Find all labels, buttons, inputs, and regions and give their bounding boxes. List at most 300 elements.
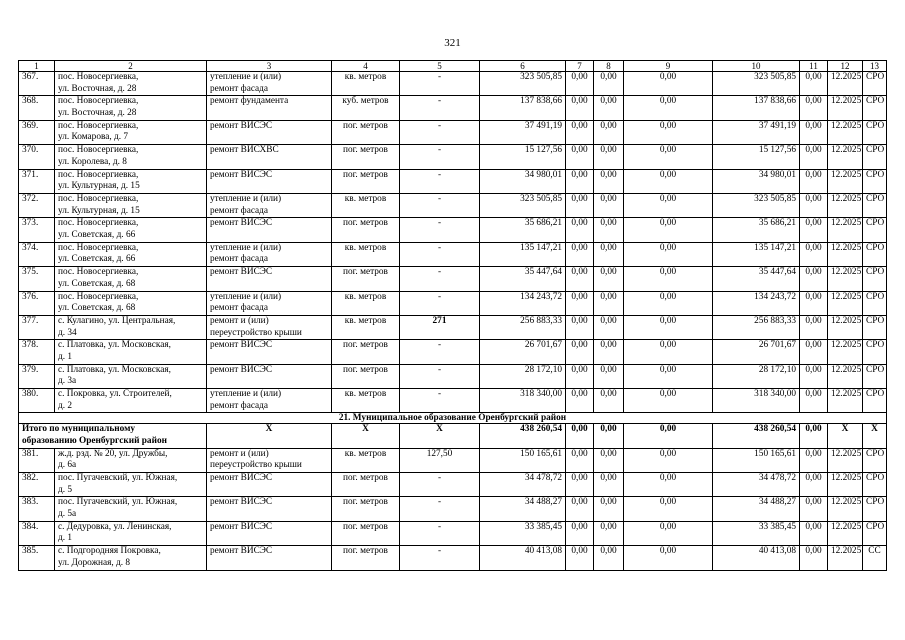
cell-row-number: 380. xyxy=(19,389,55,413)
cell-total-cost: 34 478,72 xyxy=(480,473,566,497)
cell-row-number: 378. xyxy=(19,340,55,364)
table-row xyxy=(19,291,887,315)
table-row xyxy=(19,521,887,545)
cell-work-type: утепление и (или) ремонт фасада xyxy=(207,389,332,413)
cell-unit: пог. метров xyxy=(332,364,400,388)
cell-row-number: 372. xyxy=(19,193,55,217)
cell-col9: 0,00 xyxy=(624,473,713,497)
total-c13: Х xyxy=(863,424,887,448)
cell-work-type: ремонт ВИСЭС xyxy=(207,169,332,193)
cell-total-cost: 137 838,66 xyxy=(480,96,566,120)
cell-completion-term: 12.2025 xyxy=(828,315,863,339)
cell-col11: 0,00 xyxy=(800,218,828,242)
cell-unit: кв. метров xyxy=(332,291,400,315)
total-c4: Х xyxy=(332,424,400,448)
cell-col11: 0,00 xyxy=(800,169,828,193)
total-label: Итого по муниципальному образованию Оренбургский район xyxy=(19,424,207,448)
cell-completion-term: 12.2025 xyxy=(828,473,863,497)
table-row xyxy=(19,120,887,144)
cell-unit: пог. метров xyxy=(332,521,400,545)
cell-col10: 323 505,85 xyxy=(713,72,800,96)
cell-unit: пог. метров xyxy=(332,120,400,144)
cell-col8: 0,00 xyxy=(594,473,624,497)
cell-total-cost: 323 505,85 xyxy=(480,193,566,217)
cell-row-number: 367. xyxy=(19,72,55,96)
total-c12: Х xyxy=(828,424,863,448)
cell-completion-term: 12.2025 xyxy=(828,267,863,291)
cell-unit: пог. метров xyxy=(332,218,400,242)
table-row xyxy=(19,546,887,570)
cell-address: пос. Новосергиевка, ул. Культурная, д. 15 xyxy=(55,169,207,193)
cell-col9: 0,00 xyxy=(624,340,713,364)
cell-work-type: утепление и (или) ремонт фасада xyxy=(207,72,332,96)
cell-unit: пог. метров xyxy=(332,145,400,169)
cell-col8: 0,00 xyxy=(594,72,624,96)
cell-work-type: ремонт фундамента xyxy=(207,96,332,120)
cell-work-type: ремонт ВИСЭС xyxy=(207,218,332,242)
cell-col9: 0,00 xyxy=(624,364,713,388)
cell-completion-term: 12.2025 xyxy=(828,364,863,388)
cell-method: СРО xyxy=(863,96,887,120)
column-header: 11 xyxy=(800,61,828,72)
cell-work-type: утепление и (или) ремонт фасада xyxy=(207,291,332,315)
cell-work-type: ремонт ВИСЭС xyxy=(207,497,332,521)
cell-col7: 0,00 xyxy=(566,96,594,120)
cell-quantity: - xyxy=(400,96,480,120)
cell-method: СРО xyxy=(863,364,887,388)
cell-work-type: ремонт ВИСЭС xyxy=(207,364,332,388)
cell-total-cost: 26 701,67 xyxy=(480,340,566,364)
cell-col7: 0,00 xyxy=(566,389,594,413)
cell-completion-term: 12.2025 xyxy=(828,546,863,570)
cell-address: ж.д. рзд. № 20, ул. Дружбы, д. 6а xyxy=(55,448,207,472)
cell-col11: 0,00 xyxy=(800,340,828,364)
cell-quantity: - xyxy=(400,291,480,315)
cell-total-cost: 35 447,64 xyxy=(480,267,566,291)
cell-col9: 0,00 xyxy=(624,389,713,413)
cell-method: СРО xyxy=(863,340,887,364)
cell-col8: 0,00 xyxy=(594,448,624,472)
cell-col9: 0,00 xyxy=(624,546,713,570)
cell-col9: 0,00 xyxy=(624,315,713,339)
cell-col9: 0,00 xyxy=(624,193,713,217)
total-c9: 0,00 xyxy=(624,424,713,448)
cell-col10: 135 147,21 xyxy=(713,242,800,266)
cell-work-type: ремонт ВИСЭС xyxy=(207,267,332,291)
cell-work-type: ремонт ВИСЭС xyxy=(207,521,332,545)
cell-col8: 0,00 xyxy=(594,546,624,570)
column-header: 13 xyxy=(863,61,887,72)
total-c10: 438 260,54 xyxy=(713,424,800,448)
cell-row-number: 381. xyxy=(19,448,55,472)
table-row xyxy=(19,267,887,291)
cell-address: пос. Новосергиевка, ул. Восточная, д. 28 xyxy=(55,72,207,96)
cell-col11: 0,00 xyxy=(800,193,828,217)
cell-total-cost: 318 340,00 xyxy=(480,389,566,413)
cell-address: с. Подгородняя Покровка, ул. Дорожная, д. 8 xyxy=(55,546,207,570)
cell-completion-term: 12.2025 xyxy=(828,521,863,545)
column-header: 1 xyxy=(19,61,55,72)
cell-total-cost: 33 385,45 xyxy=(480,521,566,545)
cell-work-type: ремонт ВИСЭС xyxy=(207,340,332,364)
cell-quantity: - xyxy=(400,193,480,217)
cell-col10: 134 243,72 xyxy=(713,291,800,315)
cell-row-number: 385. xyxy=(19,546,55,570)
cell-quantity: - xyxy=(400,218,480,242)
cell-address: с. Платовка, ул. Московская, д. 1 xyxy=(55,340,207,364)
table-row xyxy=(19,193,887,217)
cell-address: пос. Новосергиевка, ул. Советская, д. 66 xyxy=(55,242,207,266)
cell-col8: 0,00 xyxy=(594,193,624,217)
cell-col10: 26 701,67 xyxy=(713,340,800,364)
cell-col9: 0,00 xyxy=(624,218,713,242)
table-row xyxy=(19,473,887,497)
cell-col8: 0,00 xyxy=(594,364,624,388)
cell-work-type: ремонт ВИСЭС xyxy=(207,546,332,570)
cell-col9: 0,00 xyxy=(624,448,713,472)
cell-col8: 0,00 xyxy=(594,218,624,242)
cell-col11: 0,00 xyxy=(800,315,828,339)
cell-col8: 0,00 xyxy=(594,145,624,169)
cell-col9: 0,00 xyxy=(624,521,713,545)
cell-row-number: 370. xyxy=(19,145,55,169)
cell-total-cost: 35 686,21 xyxy=(480,218,566,242)
cell-col11: 0,00 xyxy=(800,521,828,545)
cell-quantity: - xyxy=(400,267,480,291)
column-header: 3 xyxy=(207,61,332,72)
cell-col9: 0,00 xyxy=(624,242,713,266)
column-number-row xyxy=(19,61,887,72)
table-row xyxy=(19,145,887,169)
cell-row-number: 379. xyxy=(19,364,55,388)
cell-row-number: 369. xyxy=(19,120,55,144)
cell-row-number: 383. xyxy=(19,497,55,521)
cell-col10: 28 172,10 xyxy=(713,364,800,388)
cell-col8: 0,00 xyxy=(594,315,624,339)
cell-col9: 0,00 xyxy=(624,120,713,144)
cell-col8: 0,00 xyxy=(594,120,624,144)
cell-col7: 0,00 xyxy=(566,72,594,96)
cell-address: пос. Новосергиевка, ул. Советская, д. 68 xyxy=(55,267,207,291)
cell-total-cost: 34 488,27 xyxy=(480,497,566,521)
cell-work-type: утепление и (или) ремонт фасада xyxy=(207,242,332,266)
cell-col10: 35 686,21 xyxy=(713,218,800,242)
cell-completion-term: 12.2025 xyxy=(828,193,863,217)
cell-col7: 0,00 xyxy=(566,242,594,266)
cell-completion-term: 12.2025 xyxy=(828,242,863,266)
cell-col9: 0,00 xyxy=(624,497,713,521)
cell-completion-term: 12.2025 xyxy=(828,389,863,413)
table-row xyxy=(19,315,887,339)
cell-col7: 0,00 xyxy=(566,267,594,291)
cell-work-type: ремонт и (или) переустройство крыши xyxy=(207,448,332,472)
capital-repair-table xyxy=(18,60,887,571)
cell-col10: 34 488,27 xyxy=(713,497,800,521)
cell-col10: 34 478,72 xyxy=(713,473,800,497)
cell-col8: 0,00 xyxy=(594,340,624,364)
table-row xyxy=(19,389,887,413)
cell-col11: 0,00 xyxy=(800,497,828,521)
cell-unit: кв. метров xyxy=(332,242,400,266)
cell-col10: 35 447,64 xyxy=(713,267,800,291)
cell-row-number: 373. xyxy=(19,218,55,242)
cell-unit: кв. метров xyxy=(332,389,400,413)
cell-work-type: ремонт и (или) переустройство крыши xyxy=(207,315,332,339)
cell-method: СРО xyxy=(863,242,887,266)
cell-unit: куб. метров xyxy=(332,96,400,120)
cell-col10: 318 340,00 xyxy=(713,389,800,413)
cell-row-number: 376. xyxy=(19,291,55,315)
cell-col8: 0,00 xyxy=(594,291,624,315)
cell-col10: 40 413,08 xyxy=(713,546,800,570)
table-row xyxy=(19,96,887,120)
cell-unit: кв. метров xyxy=(332,448,400,472)
cell-method: СРО xyxy=(863,120,887,144)
cell-unit: кв. метров xyxy=(332,315,400,339)
cell-row-number: 382. xyxy=(19,473,55,497)
table-row xyxy=(19,497,887,521)
cell-col11: 0,00 xyxy=(800,546,828,570)
cell-total-cost: 28 172,10 xyxy=(480,364,566,388)
rows-bottom xyxy=(19,448,887,570)
cell-col8: 0,00 xyxy=(594,169,624,193)
cell-col11: 0,00 xyxy=(800,291,828,315)
cell-method: СРО xyxy=(863,72,887,96)
cell-col10: 150 165,61 xyxy=(713,448,800,472)
cell-completion-term: 12.2025 xyxy=(828,497,863,521)
cell-quantity: - xyxy=(400,169,480,193)
cell-method: СРО xyxy=(863,473,887,497)
cell-method: СРО xyxy=(863,315,887,339)
column-header: 2 xyxy=(55,61,207,72)
column-header: 10 xyxy=(713,61,800,72)
cell-completion-term: 12.2025 xyxy=(828,218,863,242)
cell-address: с. Дедуровка, ул. Ленинская, д. 1 xyxy=(55,521,207,545)
cell-col7: 0,00 xyxy=(566,145,594,169)
cell-col7: 0,00 xyxy=(566,497,594,521)
cell-completion-term: 12.2025 xyxy=(828,448,863,472)
section-block xyxy=(19,413,887,448)
cell-col10: 323 505,85 xyxy=(713,193,800,217)
total-c7: 0,00 xyxy=(566,424,594,448)
cell-completion-term: 12.2025 xyxy=(828,291,863,315)
cell-row-number: 371. xyxy=(19,169,55,193)
cell-col9: 0,00 xyxy=(624,267,713,291)
cell-total-cost: 134 243,72 xyxy=(480,291,566,315)
cell-col11: 0,00 xyxy=(800,267,828,291)
cell-quantity: - xyxy=(400,546,480,570)
total-c11: 0,00 xyxy=(800,424,828,448)
cell-col11: 0,00 xyxy=(800,242,828,266)
table-row xyxy=(19,218,887,242)
section-row xyxy=(19,413,887,424)
cell-col11: 0,00 xyxy=(800,389,828,413)
cell-quantity: 127,50 xyxy=(400,448,480,472)
cell-address: с. Покровка, ул. Строителей, д. 2 xyxy=(55,389,207,413)
cell-address: пос. Новосергиевка, ул. Культурная, д. 15 xyxy=(55,193,207,217)
cell-method: СРО xyxy=(863,448,887,472)
cell-work-type: утепление и (или) ремонт фасада xyxy=(207,193,332,217)
page-number: 321 xyxy=(444,37,461,49)
total-c5: Х xyxy=(400,424,480,448)
section-title: 21. Муниципальное образование Оренбургский район xyxy=(19,413,887,424)
table-row xyxy=(19,242,887,266)
cell-quantity: - xyxy=(400,120,480,144)
cell-total-cost: 323 505,85 xyxy=(480,72,566,96)
cell-method: СРО xyxy=(863,193,887,217)
cell-completion-term: 12.2025 xyxy=(828,120,863,144)
cell-total-cost: 256 883,33 xyxy=(480,315,566,339)
column-header: 5 xyxy=(400,61,480,72)
cell-col11: 0,00 xyxy=(800,145,828,169)
cell-col9: 0,00 xyxy=(624,291,713,315)
cell-address: пос. Новосергиевка, ул. Комарова, д. 7 xyxy=(55,120,207,144)
cell-col7: 0,00 xyxy=(566,291,594,315)
cell-col8: 0,00 xyxy=(594,242,624,266)
cell-address: пос. Новосергиевка, ул. Восточная, д. 28 xyxy=(55,96,207,120)
cell-unit: кв. метров xyxy=(332,72,400,96)
cell-col10: 15 127,56 xyxy=(713,145,800,169)
cell-col7: 0,00 xyxy=(566,169,594,193)
total-c8: 0,00 xyxy=(594,424,624,448)
cell-row-number: 375. xyxy=(19,267,55,291)
total-c3: Х xyxy=(207,424,332,448)
cell-col11: 0,00 xyxy=(800,96,828,120)
cell-col7: 0,00 xyxy=(566,193,594,217)
cell-unit: пог. метров xyxy=(332,267,400,291)
cell-row-number: 374. xyxy=(19,242,55,266)
cell-unit: пог. метров xyxy=(332,497,400,521)
cell-quantity: - xyxy=(400,364,480,388)
cell-col10: 34 980,01 xyxy=(713,169,800,193)
cell-col9: 0,00 xyxy=(624,72,713,96)
cell-address: с. Кулагино, ул. Центральная, д. 34 xyxy=(55,315,207,339)
cell-quantity: - xyxy=(400,497,480,521)
cell-quantity: - xyxy=(400,145,480,169)
cell-col10: 37 491,19 xyxy=(713,120,800,144)
cell-address: с. Платовка, ул. Московская, д. 3а xyxy=(55,364,207,388)
cell-method: СРО xyxy=(863,497,887,521)
cell-total-cost: 37 491,19 xyxy=(480,120,566,144)
cell-total-cost: 150 165,61 xyxy=(480,448,566,472)
cell-col9: 0,00 xyxy=(624,96,713,120)
cell-method: СРО xyxy=(863,145,887,169)
cell-method: СРО xyxy=(863,291,887,315)
table-row xyxy=(19,364,887,388)
cell-col7: 0,00 xyxy=(566,340,594,364)
cell-col11: 0,00 xyxy=(800,120,828,144)
cell-method: СРО xyxy=(863,169,887,193)
cell-col7: 0,00 xyxy=(566,120,594,144)
cell-completion-term: 12.2025 xyxy=(828,96,863,120)
cell-unit: пог. метров xyxy=(332,546,400,570)
cell-address: пос. Новосергиевка, ул. Королева, д. 8 xyxy=(55,145,207,169)
column-header: 4 xyxy=(332,61,400,72)
cell-col11: 0,00 xyxy=(800,364,828,388)
cell-completion-term: 12.2025 xyxy=(828,145,863,169)
table-row xyxy=(19,448,887,472)
cell-unit: пог. метров xyxy=(332,340,400,364)
cell-method: СРО xyxy=(863,218,887,242)
cell-quantity: - xyxy=(400,242,480,266)
column-header: 6 xyxy=(480,61,566,72)
cell-col11: 0,00 xyxy=(800,72,828,96)
cell-col7: 0,00 xyxy=(566,218,594,242)
cell-col9: 0,00 xyxy=(624,145,713,169)
table-row xyxy=(19,169,887,193)
column-header: 9 xyxy=(624,61,713,72)
cell-unit: пог. метров xyxy=(332,169,400,193)
cell-total-cost: 135 147,21 xyxy=(480,242,566,266)
total-sum: 438 260,54 xyxy=(480,424,566,448)
cell-quantity: - xyxy=(400,521,480,545)
cell-col11: 0,00 xyxy=(800,473,828,497)
cell-completion-term: 12.2025 xyxy=(828,169,863,193)
cell-total-cost: 40 413,08 xyxy=(480,546,566,570)
cell-col10: 256 883,33 xyxy=(713,315,800,339)
cell-col8: 0,00 xyxy=(594,497,624,521)
cell-method: СС xyxy=(863,546,887,570)
cell-col7: 0,00 xyxy=(566,315,594,339)
cell-col11: 0,00 xyxy=(800,448,828,472)
cell-completion-term: 12.2025 xyxy=(828,340,863,364)
rows-top xyxy=(19,72,887,413)
cell-completion-term: 12.2025 xyxy=(828,72,863,96)
cell-quantity: - xyxy=(400,340,480,364)
cell-method: СРО xyxy=(863,521,887,545)
cell-work-type: ремонт ВИСЭС xyxy=(207,120,332,144)
cell-col7: 0,00 xyxy=(566,364,594,388)
cell-col7: 0,00 xyxy=(566,546,594,570)
cell-address: пос. Пугачевский, ул. Южная, д. 5 xyxy=(55,473,207,497)
cell-col8: 0,00 xyxy=(594,267,624,291)
cell-address: пос. Пугачевский, ул. Южная, д. 5а xyxy=(55,497,207,521)
cell-col9: 0,00 xyxy=(624,169,713,193)
cell-col7: 0,00 xyxy=(566,473,594,497)
cell-quantity: 271 xyxy=(400,315,480,339)
cell-total-cost: 34 980,01 xyxy=(480,169,566,193)
cell-address: пос. Новосергиевка, ул. Советская, д. 68 xyxy=(55,291,207,315)
cell-row-number: 368. xyxy=(19,96,55,120)
cell-quantity: - xyxy=(400,389,480,413)
cell-col8: 0,00 xyxy=(594,96,624,120)
cell-unit: кв. метров xyxy=(332,193,400,217)
cell-address: пос. Новосергиевка, ул. Советская, д. 66 xyxy=(55,218,207,242)
cell-method: СРО xyxy=(863,267,887,291)
cell-method: СРО xyxy=(863,389,887,413)
cell-work-type: ремонт ВИСХВС xyxy=(207,145,332,169)
column-header: 12 xyxy=(828,61,863,72)
table-row xyxy=(19,72,887,96)
table-row xyxy=(19,340,887,364)
cell-col10: 33 385,45 xyxy=(713,521,800,545)
cell-row-number: 377. xyxy=(19,315,55,339)
cell-unit: пог. метров xyxy=(332,473,400,497)
cell-col7: 0,00 xyxy=(566,448,594,472)
cell-col10: 137 838,66 xyxy=(713,96,800,120)
cell-work-type: ремонт ВИСЭС xyxy=(207,473,332,497)
cell-col8: 0,00 xyxy=(594,389,624,413)
column-header: 7 xyxy=(566,61,594,72)
total-row xyxy=(19,424,887,448)
cell-total-cost: 15 127,56 xyxy=(480,145,566,169)
cell-row-number: 384. xyxy=(19,521,55,545)
cell-quantity: - xyxy=(400,72,480,96)
cell-quantity: - xyxy=(400,473,480,497)
cell-col8: 0,00 xyxy=(594,521,624,545)
cell-col7: 0,00 xyxy=(566,521,594,545)
column-header: 8 xyxy=(594,61,624,72)
